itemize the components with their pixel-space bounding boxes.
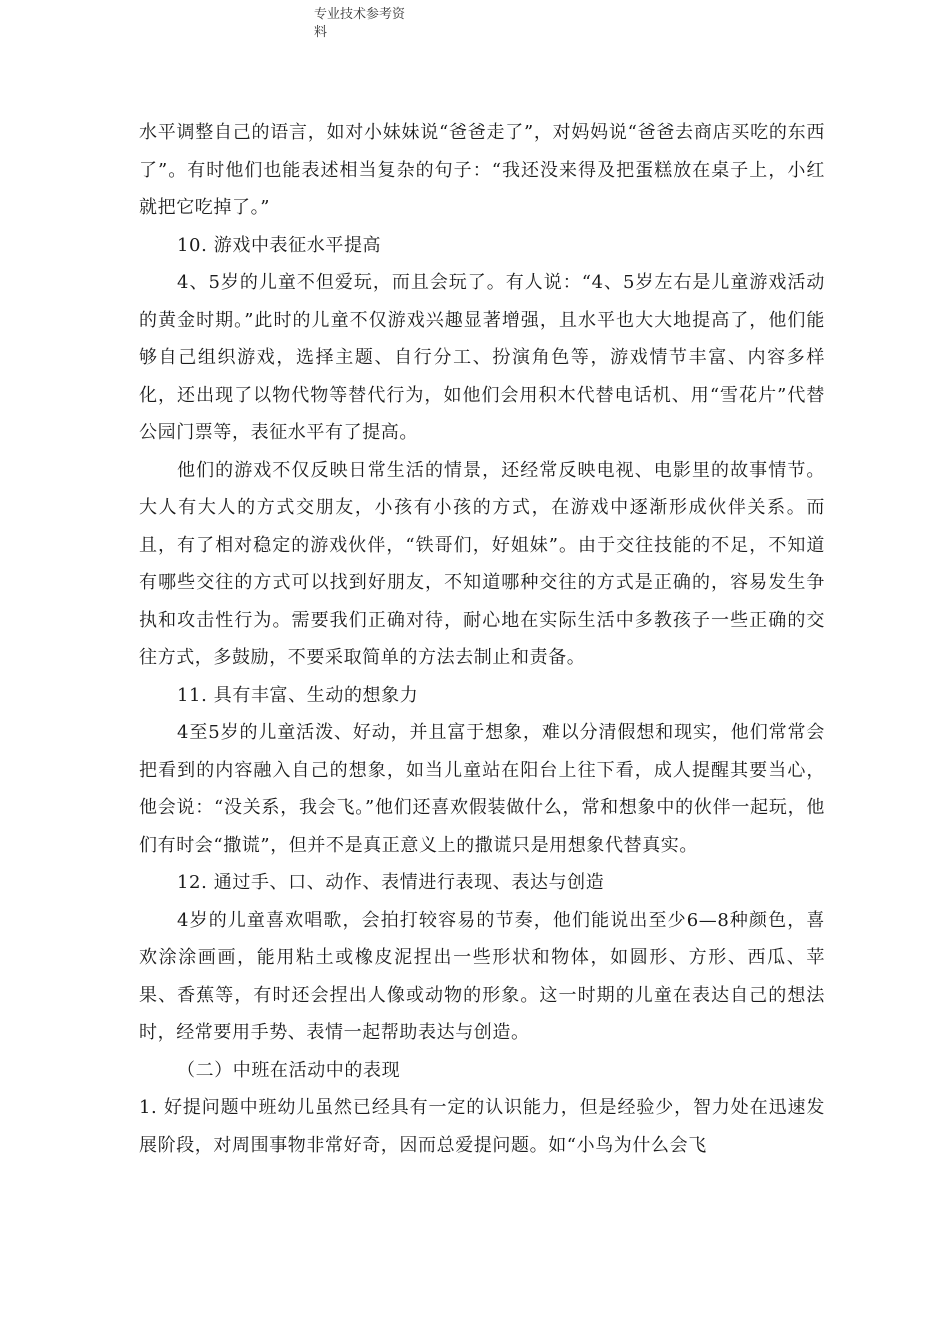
header-line-1: 专业技术参考资 — [314, 7, 406, 22]
section-heading-10: 10. 游戏中表征水平提高 — [177, 234, 382, 256]
paragraph-imagination: 4至5岁的儿童活泼、好动，并且富于想象，难以分清假想和现实，他们常常会把看到的内容融入自己的想象，如当儿童站在阳台上往下看，成人提醒其要当心，他会说：“没关系，我会飞。”他们还喜欢假装做什么，常和想象中的伙伴一起玩，他们有时会“撒谎”，但并不是真正意义上的撒谎只是用想象代替真实。 — [139, 722, 825, 856]
page-header — [314, 6, 434, 42]
paragraph-friendship: 他们的游戏不仅反映日常生活的情景，还经常反映电视、电影里的故事情节。大人有大人的方式交朋友，小孩有小孩的方式，在游戏中逐渐形成伙伴关系。而且，有了相对稳定的游戏伙伴，“铁哥们，好姐妹”。由于交往技能的不足，不知道有哪些交往的方式可以找到好朋友，不知道哪种交往的方式是正确的，容易发生争执和攻击性行为。需要我们正确对待，耐心地在实际生活中多教孩子一些正确的交往方式，多鼓励，不要采取简单的方法去制止和责备。 — [139, 459, 825, 668]
paragraph-play: 4、5岁的儿童不但爱玩，而且会玩了。有人说：“4、5岁左右是儿童游戏活动的黄金时期。”此时的儿童不仅游戏兴趣显著增强，且水平也大大地提高了，他们能够自己组织游戏，选择主题、自行分工、扮演角色等，游戏情节丰富、内容多样化，还出现了以物代物等替代行为，如他们会用积木代替电话机、用“雪花片”代替公园门票等，表征水平有了提高。 — [139, 272, 825, 443]
section-heading-11: 11. 具有丰富、生动的想象力 — [177, 684, 419, 706]
paragraph-questions: 1. 好提问题中班幼儿虽然已经具有一定的认识能力，但是经验少，智力处在迅速发展阶段，对周围事物非常好奇，因而总爱提问题。如“小鸟为什么会飞 — [139, 1097, 825, 1156]
paragraph-language: 水平调整自己的语言，如对小妹妹说“爸爸走了”，对妈妈说“爸爸去商店买吃的东西了”。有时他们也能表述相当复杂的句子：“我还没来得及把蛋糕放在桌子上，小红就把它吃掉了。” — [139, 122, 825, 218]
paragraph-expression: 4岁的儿童喜欢唱歌，会拍打较容易的节奏，他们能说出至少6—8种颜色，喜欢涂涂画画，能用粘土或橡皮泥捏出一些形状和物体，如圆形、方形、西瓜、苹果、香蕉等，有时还会捏出人像或动物的形象。这一时期的儿童在表达自己的想法时，经常要用手势、表情一起帮助表达与创造。 — [139, 909, 825, 1043]
section-heading-middle-class: （二）中班在活动中的表现 — [177, 1059, 401, 1081]
section-heading-12: 12. 通过手、口、动作、表情进行表现、表达与创造 — [177, 872, 605, 893]
header-line-2: 料 — [314, 25, 328, 40]
document-body — [139, 114, 825, 1164]
